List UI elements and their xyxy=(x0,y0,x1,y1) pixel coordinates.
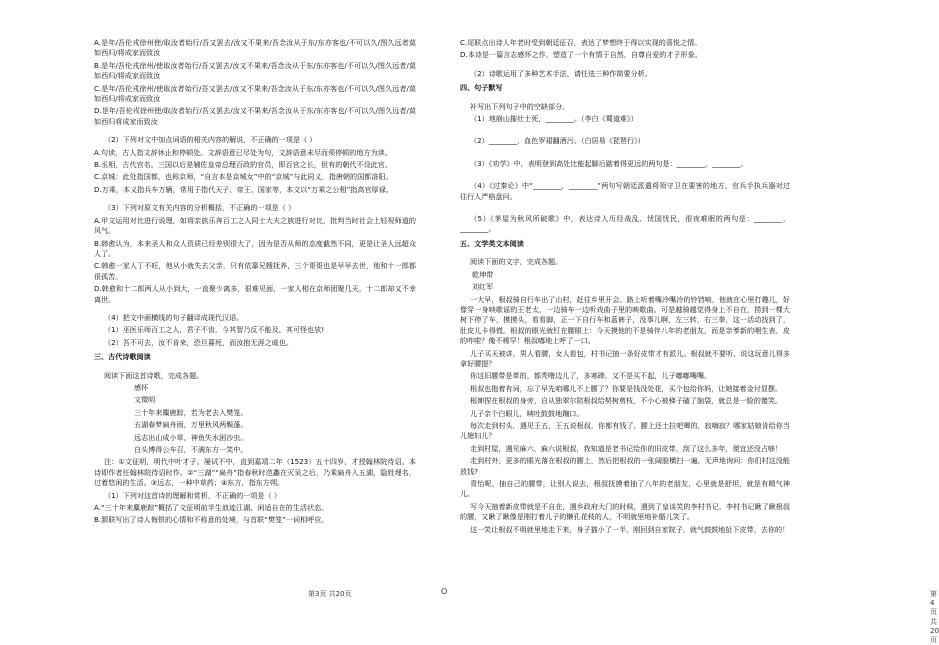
story-paragraph-4: 根叔也拖着有词，忘了早先咱哪儿不上腰了？你要是钱没处花，买个包给你妈，让她接着金付显摆。 xyxy=(470,383,783,393)
q3-option-b: B.韩愈认为，本来圣人和众人资质已经差别很大了，因为是否从师的态度截然不同，更是让圣人远超众人了。 xyxy=(94,238,416,258)
left-page xyxy=(0,0,430,608)
story-author: 刘红军 xyxy=(472,282,494,292)
poem-q1-option-c: C.尾联点出诗人年老时受到朝廷征召，表达了梦想终于得以实现的喜悦之情。 xyxy=(460,38,702,47)
poem-notes: 注：①文征明，明代中叶才子。屡试不中，直到嘉靖二年（1523）五十四岁，才授翰林院待诏。本诗即作者任翰林院待诏时作。②“三湖”“扁舟”指春秋时范蠡在灭吴之后，乃乘扁舟入五湖，隐姓埋名，过着悠闲的生活。③远志，一种中草药；④东方，指东方朔。 xyxy=(94,457,416,488)
poem-author: 文徵明 xyxy=(134,395,156,405)
poem-q1-option-b: B.颔联写出了诗人悔恨的心情和不称意的处境，与首联“樊笼”一词相呼应。 xyxy=(94,515,329,525)
poem-instruction: 阅读下面这首诗歌，完成各题。 xyxy=(104,370,204,380)
story-paragraph-5: 根婶捏在根叔的身旁，自从独翠尔陪根叔给契树剪枝，不小心被梯子磕了脑袋，就总是一脸的傻笑。 xyxy=(470,396,783,406)
story-paragraph-12: 这一笑让根叔不明就里地走下来，身子猫小了一半，刚回到自家院子，就气鼓鼓地扯下皮带，去你的！ xyxy=(470,524,790,534)
q4-sentence-2: （2）吾不可去，汝不肯来，恐旦暮死，而汝抱无涯之戚也。 xyxy=(104,337,293,347)
left-column xyxy=(94,38,416,528)
story-paragraph-1: 一大早，根叔骑自行车出了山村，赶往乡里开会。路上听着嘴冷嘴冷的铃铛响，他就在心里打趣儿，好像穿一身映歌谣的王老太，一边骑车一边听戏曲子里的映歌曲。可是越骑越觉得身上不自在，捞到一棵大树下停了车，摸摸头，看看脚，正一下自行车和蓝裤子，没事儿啊，左三转，右三拳，这一活动找到了，肚皮儿卡得慌。根叔的眼光就钉在腰眼上：今天摸他的不是骑伴八年的老朋友，而是亲爹新的咽生表，皮的咋啦？俺不稀罕！根叔嘟地上呼了一口。 xyxy=(460,294,790,346)
poem-q1-option-d: D.本诗是一篇言志感怀之作，塑造了一个有情于自然，自尊自爱的才子形象。 xyxy=(460,50,702,60)
poem-title: 感怀 xyxy=(134,382,149,392)
q3-option-c: C.韩愈一家人丁不旺，他从小就失去父亲，只有依靠兄嫂抚养，三个哥哥也是早早去世，他和十一郎都很孤苦。 xyxy=(94,261,416,281)
poem-line-1: 三十年来麋鹿踪，若为老去入樊笼。 xyxy=(134,407,248,417)
reading-instruction: 阅读下面的文字，完成各题。 xyxy=(470,257,563,267)
poem-question-1: （1）下列对这首诗的理解和赏析，不正确的一项是（ ） xyxy=(104,490,282,500)
dictation-5: （5）《茅屋为秋风所破歌》中，表达诗人历经战乱、忧国忧民，很夜难眠的两句是：________，________。 xyxy=(460,214,790,234)
poem-question-2: （2）诗歌运用了多种艺术手法，请任选三种作简要分析。 xyxy=(470,68,652,78)
q4-sentence-1: （1）巫医乐师百工之人，君子不齿，今其智乃反不能及，其可怪也欤! xyxy=(104,325,325,335)
section-heading-literary: 五、文学类文本阅读 xyxy=(460,238,524,248)
question-3: （3）下列对原文有关内容的分析概括，不正确的一项是（ ） xyxy=(104,203,296,213)
dictation-2: （2）________，血色罗裙翻酒污。（白居易《琵琶行》） xyxy=(470,136,645,146)
dictation-instruction: 补写出下列句子中的空缺部分。 xyxy=(470,101,570,111)
page-number-left: 第3页 共20页 xyxy=(308,590,352,598)
q2-option-a: A.句读，古人指文辞休止和停顿处。文辞语意已尽处为句，文辞语意未尽而须停顿的地方为读。 xyxy=(94,147,392,157)
section-heading-poetry: 三、古代诗歌阅读 xyxy=(94,352,151,362)
option-a: A.是年/吾伦戎徐州使/取汝者始行/吾又罢去/汝又不果来/吾念汝从于东/东亦客也/不可以久/图久远者莫如西归/将成家而致汝 xyxy=(94,38,416,58)
binding-mark: O xyxy=(441,587,448,596)
story-paragraph-7: 每次走到村头，遇见王五，王五说根叔，你都有钱了，腰上还土拉吧唧的，寂嗨寂？哪家姑娘肯给你当儿媳妇儿？ xyxy=(460,420,790,441)
option-b: B.是年/吾伦戎徐州/使取汝者始行/吾又罢去/汝又不果来/吾念汝从于东/东亦客也/不可以久/图久远者/莫如西归/将成家而致汝 xyxy=(94,60,416,81)
dictation-4: （4）《过秦论》中“________，________”两句写朝廷派遣将领守卫在要害的地方，官兵手执兵器对过往行人严格盘问。 xyxy=(460,181,790,201)
poem-line-2: 五湖春梦扁舟雨，万里秋风两鬓蓬。 xyxy=(134,420,248,430)
q3-option-a: A.甲文运用对比进行说理，如将亲族乐奔百工之人同士大夫之族进行对比，批判当时社会上轻视师道的风气。 xyxy=(94,215,416,236)
story-paragraph-9: 走到村外，更多的眼光落在根叔的腰上，然后把根叔的一张阔脸横扫一遍，无声地询问：你们村这没能放钱? xyxy=(460,456,790,476)
right-column xyxy=(460,38,790,537)
q2-option-d: D.万乘，本义指兵车万辆，常用于指代天子、帝王、国家等，本文以“万乘之公相”指高官厚禄。 xyxy=(94,184,393,194)
question-4: （4）把文中画横线的句子翻译成现代汉语。 xyxy=(104,312,244,322)
question-2: （2）下列对文中加点词语的相关内容的解说，不正确的一项是（ ） xyxy=(104,135,317,145)
page-number-right: 第4页 共20页 xyxy=(930,590,939,644)
option-c: C.是年/吾伦戎徐州/使取汝者始行/吾又罢去/汝又不果来/吾念汝从于东/东亦客也/不可以久/图久远者/莫如西归/将成家而致汝 xyxy=(94,83,416,104)
option-d: D.是年/吾伦戎徐州使/取汝者始行/吾又罢去/汝又不果来/吾念汝从于东/东亦客也/不可以久/图久远者/莫如西归将成家而致汝 xyxy=(94,106,416,126)
poem-line-3: 远志出山成小草，神鱼失水困沙虫。 xyxy=(134,432,248,442)
story-title: 乾坤带 xyxy=(472,269,494,279)
story-paragraph-2: 儿子买天被讲，男人看腰，女人看包，村书记抽一条好皮带才有派儿。根叔就不要听，说这玩意儿得多拿好腰提？ xyxy=(460,348,790,368)
poem-line-4: 白头博得公车召，不满东方一笑中。 xyxy=(134,445,248,454)
story-paragraph-3: 你这旧腰带是革的，都秃噜边儿了，多寒碜，又不是买不起，儿子嘟嘟嘴嘴。 xyxy=(470,371,712,381)
story-paragraph-10: 青怡呢，抽自己的腰带，让别人说去，根叔抚摸着抽了八年的老朋友，心里就是舒坦，就是有精气神儿。 xyxy=(460,479,790,499)
q3-option-d: D.韩愈和十二郎两人从小到大，一直聚少离多，很难见面，一家人相在京师团聚几天，十二郎却又不幸离世。 xyxy=(94,284,416,304)
story-paragraph-8: 走到村屋，遇见麻六，麻六说根叔，我知道是老书记给你的旧皮带，刮了这么多年，便宜还没占够！ xyxy=(470,443,783,453)
right-page xyxy=(430,0,939,644)
poem-q1-option-a: A.“三十年来麋鹿踪”概括了文征明前半生浪迹江湖、闲适自在的生活状态。 xyxy=(94,503,329,513)
story-paragraph-6: 儿子亲个白眼儿，咦吐鼓鼓地蹦口。 xyxy=(470,408,584,418)
q2-option-b: B.丞相，古代官名。三国以后是辅佐皇帝总理百政的官员，即百官之长，但有的朝代不设此官。 xyxy=(94,160,392,170)
dictation-3: （3）《劝学》中，表明登到高处比能起脚后踮着得更远的两句是：________，________。 xyxy=(470,158,748,168)
section-heading-dictation: 四、句子默写 xyxy=(460,83,503,93)
dictation-1: （1）地崩山摧壮士死，________。（李白《蜀道难》） xyxy=(470,114,638,124)
q2-option-c: C.京城：此处指国都，也称京师，“自言本是京城女”中的“京城”与此同义，指唐朝的国都洛阳。 xyxy=(94,172,393,182)
story-paragraph-11: 写今天抽着新皮带就是不自在，遇乡政府大门的时候，遇到了皇谈笑的李村书记，李村书记瞅了瞅根叔的腰，又瞅了瞅像是刚打着儿子的懒孔花枝的人，不明就里地补骼儿笑了。 xyxy=(460,501,790,522)
